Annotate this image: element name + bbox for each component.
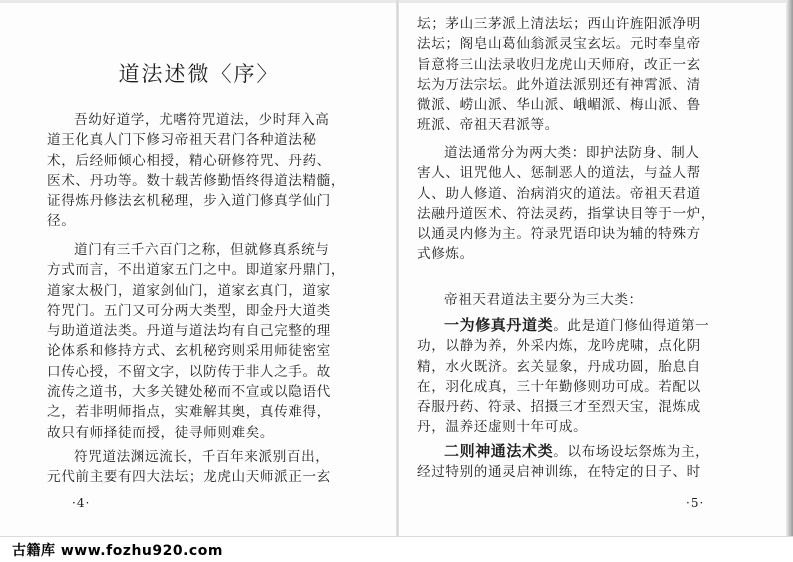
text-line: 道王化真人门下修习帝祖天君门各种道法秘 <box>47 132 317 149</box>
right-paragraph-1 <box>417 14 757 136</box>
section-2-heading: 二则神通法术类 <box>444 442 554 460</box>
text-line: 害人、诅咒他人、惩制恶人的道法，与益人帮 <box>417 165 701 182</box>
page-number-right: ·5· <box>686 496 705 510</box>
site-watermark: 古籍库 www.fozhu920.com <box>12 543 223 559</box>
left-page <box>0 0 398 536</box>
text-line: 坛；茅山三茅派上清法坛；西山许旌阳派净明 <box>417 16 701 32</box>
text-line: 道家太极门，道家剑仙门，道家玄真门，道家 <box>47 282 331 299</box>
text-line: 以通灵内修为主。符录咒语印诀为辅的特殊方 <box>417 226 701 243</box>
right-page <box>398 0 793 536</box>
text-line: 道法通常分为两大类：即护法防身、制人 <box>444 145 700 161</box>
preface-title: 道法述微〈序〉 <box>118 62 280 86</box>
text-line: 精，水火既济。玄关显象，丹成功圆，胎息自 <box>417 358 701 375</box>
text-line: 吞服丹药、符录、招摄三才至烈天宝，混炼成 <box>417 399 701 416</box>
footer-bar <box>0 536 793 562</box>
text-line: 方式而言，不出道家五门之中。即道家丹鼎门， <box>47 262 346 279</box>
section-1-paragraph <box>417 315 757 438</box>
text-line: 之，若非明师指点，实难解其奥，真传难得， <box>47 404 331 421</box>
text-line: 吾幼好道学，尤嗜符咒道法，少时拜入高 <box>74 112 330 128</box>
text-line: 帝祖天君道法主要分为三大类： <box>444 292 643 308</box>
right-page-edge <box>786 0 793 536</box>
text-line: 医术、丹功等。数十载苦修勤悟终得道法精髓， <box>47 172 346 189</box>
text-line: 符咒道法渊远流长，千百年来派别百出， <box>74 449 330 465</box>
section-1-heading: 一为修真丹道类 <box>444 316 554 334</box>
left-paragraph-2 <box>47 240 369 443</box>
text-line: 法坛；阁皂山葛仙翁派灵宝玄坛。元时奉皇帝 <box>417 36 701 53</box>
text-line: 丹，温养还虚则十年可成。 <box>417 419 588 436</box>
text-line: 与助道道法类。丹道与道法均有自己完整的理 <box>47 323 331 340</box>
text-line <box>417 441 757 462</box>
text-line: 证得炼丹修法玄机秘理，步入道门修真学仙门 <box>47 193 331 210</box>
text-line: 故只有师择徒而授，徒寻师则难矣。 <box>47 424 275 441</box>
left-paragraph-1 <box>47 110 369 232</box>
text-line: 在，羽化成真，三十年勤修则功可成。若配以 <box>417 378 701 395</box>
left-paragraph-3 <box>47 447 369 488</box>
text-line: 术，后经师倾心相授，精心研修符咒、丹药、 <box>47 152 331 169</box>
text-line: 经过特别的通灵启神训练，在特定的日子、时 <box>417 464 701 481</box>
text-line: 径。 <box>47 213 76 230</box>
section-2-paragraph <box>417 441 757 483</box>
right-paragraph-2 <box>417 143 757 265</box>
text-line: 元代前主要有四大法坛；龙虎山天师派正一玄 <box>47 469 331 486</box>
text-line: 法融丹道医术、符法灵药，指掌诀目等于一炉， <box>417 205 716 222</box>
text-line: 人、助人修道、治病消灾的道法。帝祖天君道 <box>417 185 701 202</box>
text-line: 旨意将三山法录收归龙虎山天师府，改正一玄 <box>417 56 701 73</box>
text-line: 微派、崂山派、华山派、峨嵋派、梅山派、鲁 <box>417 97 701 114</box>
text-line <box>417 315 757 336</box>
section-1-first-line: 。此是道门修仙得道第一 <box>553 318 710 334</box>
text-line: 符咒门。五门又可分两大类型，即金丹大道类 <box>47 302 331 319</box>
text-line: 式修炼。 <box>417 246 474 263</box>
text-line: 口传心授，不留文字，以防传于非人之手。故 <box>47 363 331 380</box>
text-line: 班派、帝祖天君派等。 <box>417 117 559 134</box>
text-line: 道门有三千六百门之称，但就修真系统与 <box>74 242 330 258</box>
text-line: 流传之道书，大多关键处秘而不宣或以隐语代 <box>47 384 331 401</box>
section-2-first-line: 。以布场设坛祭炼为主， <box>553 444 710 460</box>
right-paragraph-3 <box>417 290 757 310</box>
text-line: 功，以静为养，外采内炼，龙吟虎啸，点化阴 <box>417 338 701 355</box>
text-line: 论体系和修持方式、玄机秘窍则采用师徒密室 <box>47 343 331 360</box>
text-line: 坛为万法宗坛。此外道法派别还有神霄派、清 <box>417 76 701 93</box>
page-number-left: ·4· <box>72 496 91 510</box>
